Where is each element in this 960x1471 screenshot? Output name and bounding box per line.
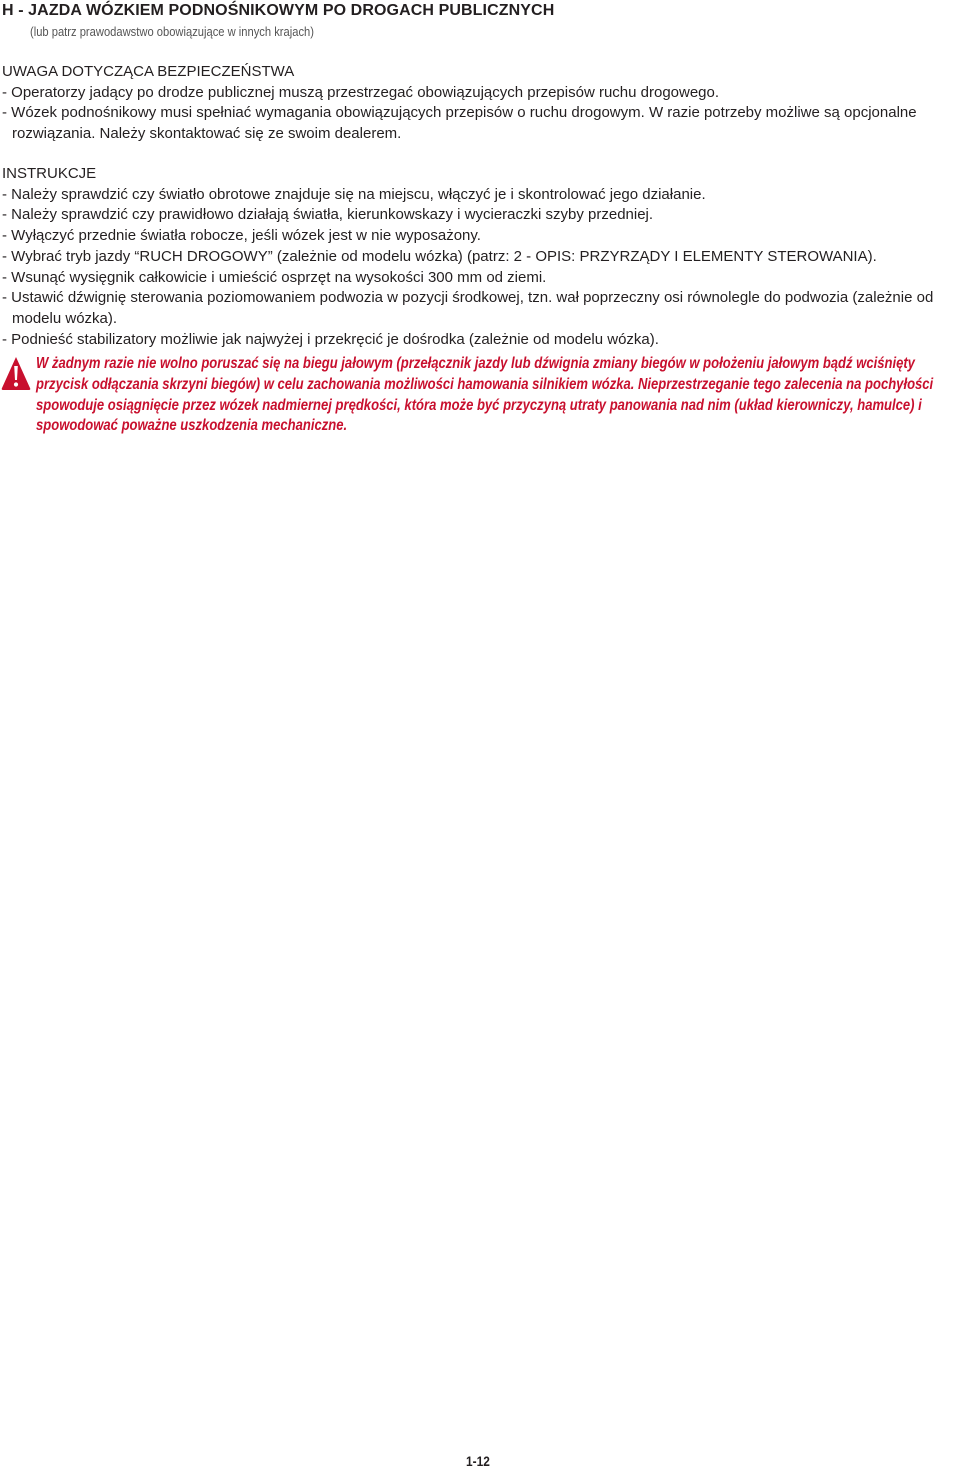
warning-triangle-icon [0, 355, 32, 391]
instruction-item: - Podnieść stabilizatory możliwie jak najwyżej i przekręcić je dośrodka (zależnie od modelu wózka). [2, 330, 659, 348]
warning-line: W żadnym razie nie wolno poruszać się na biegu jałowym (przełącznik jazdy lub dźwignia zmiany biegów w położeniu jałowym bądź wciśnięty [36, 355, 915, 372]
page-subtitle: (lub patrz prawodawstwo obowiązujące w innych krajach) [30, 24, 314, 39]
warning-line: przycisk odłączania skrzyni biegów) w celu zachowania możliwości hamowania silnikiem wózka. Nieprzestrzeganie tego zalecenia na pochyłości [36, 375, 934, 393]
page-title: H - JAZDA WÓZKIEM PODNOŚNIKOWYM PO DROGACH PUBLICZNYCH [2, 2, 555, 19]
instruction-item: - Należy sprawdzić czy prawidłowo działają światła, kierunkowskazy i wycieraczki szyby przedniej. [2, 206, 654, 224]
warning-line: spowoduje osiągnięcie przez wózek nadmiernej prędkości, która może być przyczyną utraty panowania nad nim (układ kierowniczy, hamulce) i [36, 396, 922, 414]
instruction-item: - Należy sprawdzić czy światło obrotowe znajduje się na miejscu, włączyć je i skontrolować jego działanie. [2, 185, 706, 203]
instruction-item: - Wyłączyć przednie światła robocze, jeśli wózek jest w nie wyposażony. [2, 227, 481, 245]
instruction-item: - Ustawić dźwignię sterowania poziomowaniem podwozia w pozycji środkowej, tzn. wał poprzeczny osi równolegle do podwozia (zależnie od modelu wózka). [2, 289, 934, 327]
safety-item: - Operatorzy jadący po drodze publicznej muszą przestrzegać obowiązujących przepisów ruchu drogowego. [2, 83, 720, 101]
safety-section [2, 62, 958, 145]
page-number: 1-12 [466, 1453, 490, 1469]
instructions-section [2, 164, 958, 350]
safety-item: - Wózek podnośnikowy musi spełniać wymagania obowiązujących przepisów o ruchu drogowym. W razie potrzeby możliwe są opcjonalne rozwiązania. Należy skontaktować się ze swoim dealerem. [2, 104, 917, 143]
instructions-heading: INSTRUKCJE [2, 165, 97, 182]
safety-heading: UWAGA DOTYCZĄCA BEZPIECZEŃSTWA [2, 63, 295, 80]
instruction-item: - Wybrać tryb jazdy “RUCH DROGOWY” (zależnie od modelu wózka) (patrz: 2 - OPIS: PRZYRZĄDY I ELEMENTY STEROWANIA). [2, 247, 877, 265]
warning-text [36, 354, 954, 437]
instruction-item: - Wsunąć wysięgnik całkowicie i umieścić osprzęt na wysokości 300 mm od ziemi. [2, 268, 547, 286]
warning-line: spowodować poważne uszkodzenia mechaniczne. [36, 417, 348, 435]
